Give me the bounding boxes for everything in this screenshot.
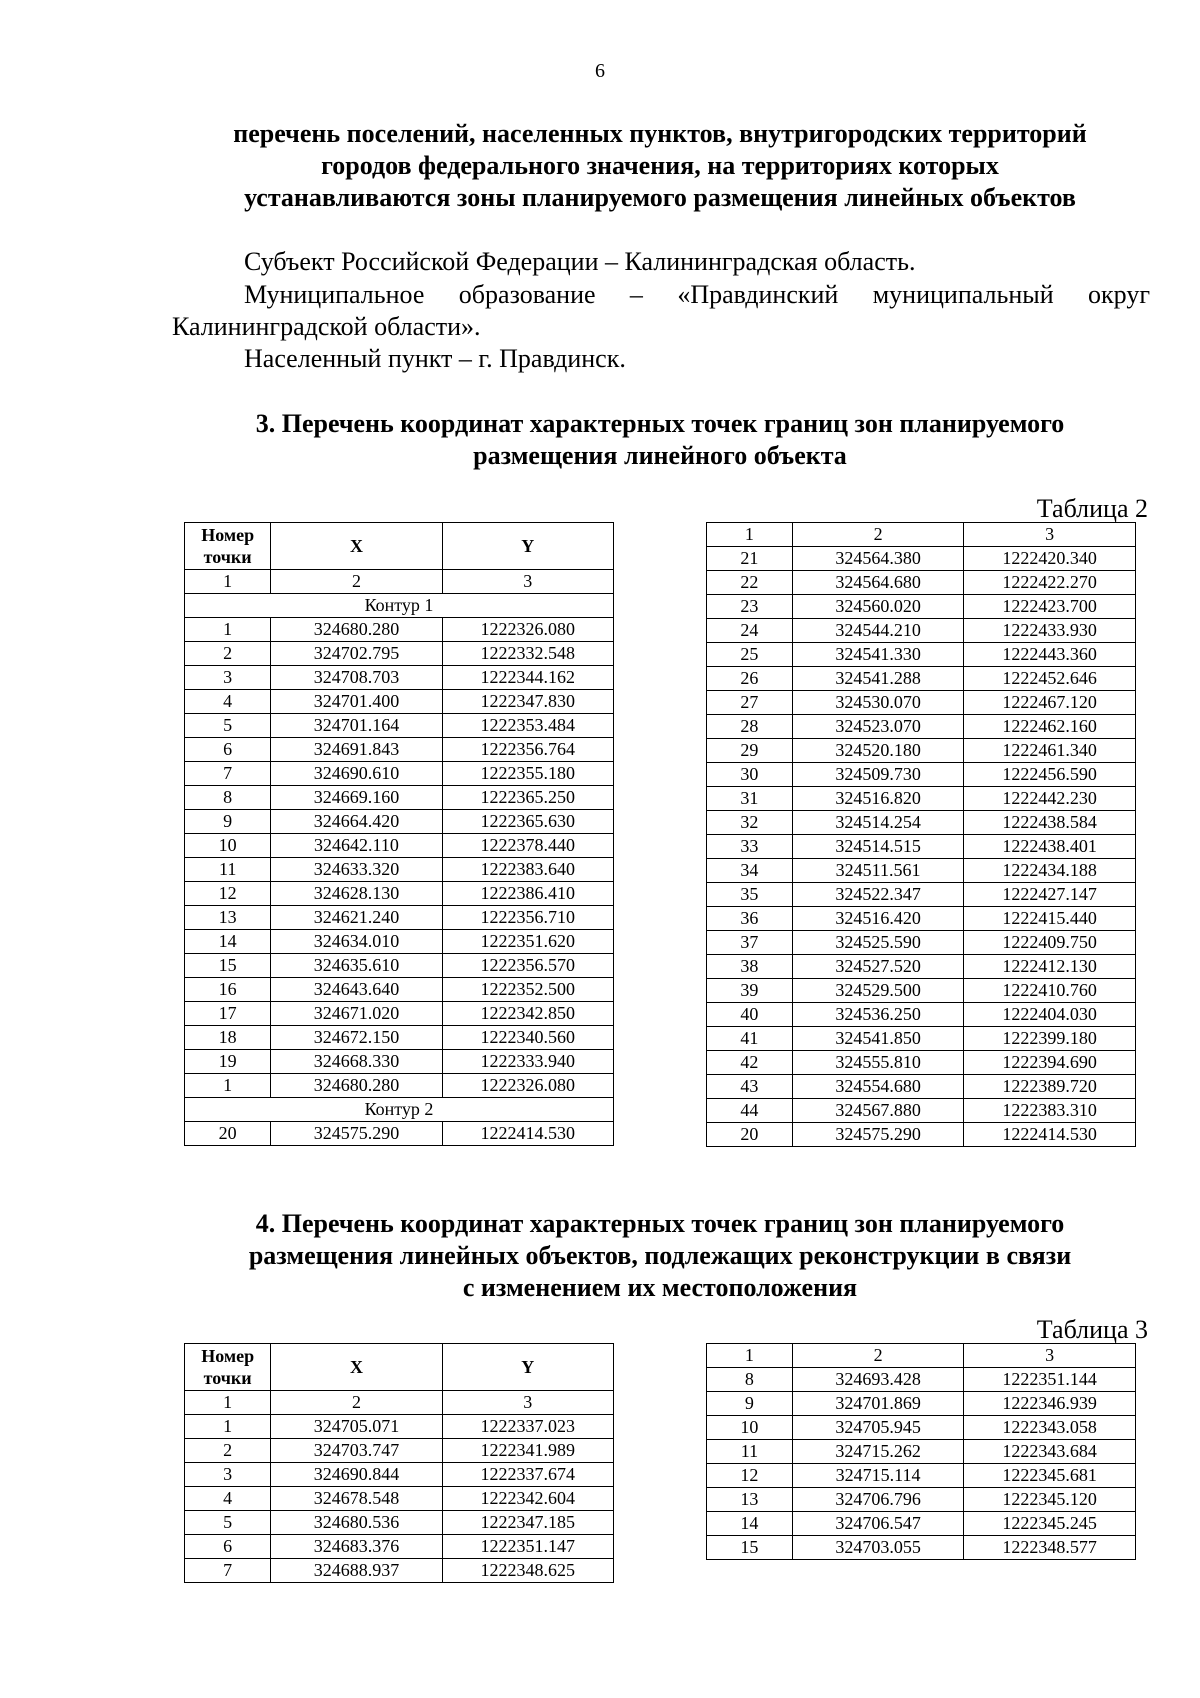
point-number-cell: 40: [707, 1003, 793, 1027]
table-row: [707, 1536, 1136, 1560]
table-row: [707, 835, 1136, 859]
point-number-cell: 39: [707, 979, 793, 1003]
y-coordinate-cell: 1222337.674: [442, 1463, 613, 1487]
y-coordinate-cell: 1222399.180: [964, 1027, 1136, 1051]
y-coordinate-cell: 1222343.058: [964, 1416, 1136, 1440]
table3-caption: Таблица 3: [1036, 1315, 1148, 1344]
point-number-cell: 33: [707, 835, 793, 859]
point-number-cell: 1: [185, 1074, 271, 1098]
header-y: Y: [442, 1344, 613, 1391]
point-number-cell: 25: [707, 643, 793, 667]
point-number-cell: 1: [707, 523, 793, 547]
x-coordinate-cell: 324672.150: [271, 1026, 442, 1050]
x-coordinate-cell: 324541.330: [792, 643, 964, 667]
point-number-cell: 30: [707, 763, 793, 787]
x-coordinate-cell: 324715.262: [792, 1440, 964, 1464]
table-row: [185, 762, 614, 786]
x-coordinate-cell: 324669.160: [271, 786, 442, 810]
x-coordinate-cell: 324564.680: [792, 571, 964, 595]
table-row: [185, 1559, 614, 1583]
table-row: [185, 1487, 614, 1511]
x-coordinate-cell: 2: [792, 1344, 964, 1368]
municipality-paragraph: Муниципальное образование – «Правдинский муниципальный округ Калининградской области».: [172, 280, 1150, 341]
y-coordinate-cell: 1222422.270: [964, 571, 1136, 595]
y-coordinate-cell: 1222409.750: [964, 931, 1136, 955]
x-coordinate-cell: 2: [271, 570, 442, 594]
table-row: [707, 1512, 1136, 1536]
y-coordinate-cell: 1222415.440: [964, 907, 1136, 931]
table-row: [707, 619, 1136, 643]
y-coordinate-cell: 1222461.340: [964, 739, 1136, 763]
table-row: [185, 1463, 614, 1487]
table-row: [185, 1415, 614, 1439]
point-number-cell: 6: [185, 1535, 271, 1559]
heading-line: размещения линейного объекта: [473, 441, 847, 470]
x-coordinate-cell: 324688.937: [271, 1559, 442, 1583]
contour-label-row: [185, 1098, 614, 1122]
table-row: [185, 1050, 614, 1074]
table-row: [185, 1122, 614, 1146]
x-coordinate-cell: 324555.810: [792, 1051, 964, 1075]
point-number-cell: 3: [185, 1463, 271, 1487]
x-coordinate-cell: 324702.795: [271, 642, 442, 666]
x-coordinate-cell: 324527.520: [792, 955, 964, 979]
table-row: [707, 643, 1136, 667]
point-number-cell: 44: [707, 1099, 793, 1123]
x-coordinate-cell: 324575.290: [271, 1122, 442, 1146]
y-coordinate-cell: 1222348.577: [964, 1536, 1136, 1560]
point-number-cell: 15: [707, 1536, 793, 1560]
point-number-cell: 1: [185, 1415, 271, 1439]
x-coordinate-cell: 324690.844: [271, 1463, 442, 1487]
table-row: [707, 1416, 1136, 1440]
y-coordinate-cell: 1222332.548: [442, 642, 613, 666]
table-row: [707, 715, 1136, 739]
y-coordinate-cell: 1222365.630: [442, 810, 613, 834]
y-coordinate-cell: 1222344.162: [442, 666, 613, 690]
table-row: [707, 955, 1136, 979]
y-coordinate-cell: 1222356.764: [442, 738, 613, 762]
table-row: [707, 1003, 1136, 1027]
point-number-cell: 9: [185, 810, 271, 834]
document-heading: [170, 118, 1150, 214]
table-row: [707, 979, 1136, 1003]
y-coordinate-cell: 1222383.310: [964, 1099, 1136, 1123]
y-coordinate-cell: 1222356.570: [442, 954, 613, 978]
point-number-cell: 18: [185, 1026, 271, 1050]
x-coordinate-cell: 324643.640: [271, 978, 442, 1002]
y-coordinate-cell: 1222438.584: [964, 811, 1136, 835]
point-number-cell: 12: [707, 1464, 793, 1488]
table-row: [707, 1464, 1136, 1488]
point-number-cell: 11: [707, 1440, 793, 1464]
heading-line: 4. Перечень координат характерных точек границ зон планируемого: [255, 1209, 1065, 1238]
table-row: [707, 859, 1136, 883]
x-coordinate-cell: 324509.730: [792, 763, 964, 787]
y-coordinate-cell: 3: [964, 523, 1136, 547]
x-coordinate-cell: 324642.110: [271, 834, 442, 858]
y-coordinate-cell: 1222345.681: [964, 1464, 1136, 1488]
x-coordinate-cell: 2: [792, 523, 964, 547]
table-row: [707, 1027, 1136, 1051]
table-row: [707, 763, 1136, 787]
table-row: [707, 1075, 1136, 1099]
y-coordinate-cell: 3: [442, 1391, 613, 1415]
table-row: [185, 1439, 614, 1463]
table-row: [707, 595, 1136, 619]
table-row: [185, 738, 614, 762]
y-coordinate-cell: 1222452.646: [964, 667, 1136, 691]
point-number-cell: 38: [707, 955, 793, 979]
table-row: [185, 930, 614, 954]
x-coordinate-cell: 324567.880: [792, 1099, 964, 1123]
x-coordinate-cell: 324690.610: [271, 762, 442, 786]
table-row: [185, 690, 614, 714]
y-coordinate-cell: 1222438.401: [964, 835, 1136, 859]
x-coordinate-cell: 324633.320: [271, 858, 442, 882]
table-row: [185, 1391, 614, 1415]
x-coordinate-cell: 324678.548: [271, 1487, 442, 1511]
heading-line: устанавливаются зоны планируемого размещения линейных объектов: [244, 183, 1076, 212]
y-coordinate-cell: 1222356.710: [442, 906, 613, 930]
y-coordinate-cell: 1222412.130: [964, 955, 1136, 979]
x-coordinate-cell: 324564.380: [792, 547, 964, 571]
y-coordinate-cell: 1222394.690: [964, 1051, 1136, 1075]
point-number-cell: 1: [707, 1344, 793, 1368]
y-coordinate-cell: 1222340.560: [442, 1026, 613, 1050]
table-row: [707, 1344, 1136, 1368]
y-coordinate-cell: 1222410.760: [964, 979, 1136, 1003]
point-number-cell: 16: [185, 978, 271, 1002]
table-row: [707, 1392, 1136, 1416]
point-number-cell: 34: [707, 859, 793, 883]
y-coordinate-cell: 1222341.989: [442, 1439, 613, 1463]
point-number-cell: 14: [707, 1512, 793, 1536]
y-coordinate-cell: 1222427.147: [964, 883, 1136, 907]
table-row: [707, 547, 1136, 571]
x-coordinate-cell: 324706.796: [792, 1488, 964, 1512]
x-coordinate-cell: 324511.561: [792, 859, 964, 883]
point-number-cell: 31: [707, 787, 793, 811]
point-number-cell: 10: [185, 834, 271, 858]
x-coordinate-cell: 324621.240: [271, 906, 442, 930]
x-coordinate-cell: 324536.250: [792, 1003, 964, 1027]
y-coordinate-cell: 1222351.144: [964, 1368, 1136, 1392]
y-coordinate-cell: 1222389.720: [964, 1075, 1136, 1099]
y-coordinate-cell: 1222343.684: [964, 1440, 1136, 1464]
y-coordinate-cell: 1222342.850: [442, 1002, 613, 1026]
point-number-cell: 43: [707, 1075, 793, 1099]
x-coordinate-cell: 324530.070: [792, 691, 964, 715]
table-row: [185, 810, 614, 834]
point-number-cell: 20: [185, 1122, 271, 1146]
point-number-cell: 7: [185, 762, 271, 786]
table3-right: [706, 1343, 1136, 1560]
y-coordinate-cell: 3: [442, 570, 613, 594]
table-row: [707, 571, 1136, 595]
x-coordinate-cell: 324514.254: [792, 811, 964, 835]
x-coordinate-cell: 324705.945: [792, 1416, 964, 1440]
point-number-cell: 27: [707, 691, 793, 715]
x-coordinate-cell: 324523.070: [792, 715, 964, 739]
y-coordinate-cell: 1222355.180: [442, 762, 613, 786]
table-row: [185, 714, 614, 738]
point-number-cell: 32: [707, 811, 793, 835]
y-coordinate-cell: 1222414.530: [442, 1122, 613, 1146]
y-coordinate-cell: 1222348.625: [442, 1559, 613, 1583]
y-coordinate-cell: 1222467.120: [964, 691, 1136, 715]
x-coordinate-cell: 324706.547: [792, 1512, 964, 1536]
table-row: [185, 1511, 614, 1535]
contour-label-row: [185, 594, 614, 618]
point-number-cell: 1: [185, 1391, 271, 1415]
x-coordinate-cell: 324708.703: [271, 666, 442, 690]
table-row: [707, 1488, 1136, 1512]
heading-line: перечень поселений, населенных пунктов, внутригородских территорий: [233, 119, 1087, 148]
x-coordinate-cell: 324701.164: [271, 714, 442, 738]
y-coordinate-cell: 1222404.030: [964, 1003, 1136, 1027]
table-row: [185, 858, 614, 882]
x-coordinate-cell: 324703.055: [792, 1536, 964, 1560]
table-row: [185, 1535, 614, 1559]
subject-paragraph: Субъект Российской Федерации – Калининградская область.: [244, 247, 916, 276]
y-coordinate-cell: 1222351.147: [442, 1535, 613, 1559]
x-coordinate-cell: 2: [271, 1391, 442, 1415]
table-row: [185, 882, 614, 906]
x-coordinate-cell: 324541.288: [792, 667, 964, 691]
table-row: [707, 883, 1136, 907]
table-row: [185, 954, 614, 978]
point-number-cell: 37: [707, 931, 793, 955]
point-number-cell: 13: [185, 906, 271, 930]
x-coordinate-cell: 324705.071: [271, 1415, 442, 1439]
x-coordinate-cell: 324575.290: [792, 1123, 964, 1147]
point-number-cell: 1: [185, 618, 271, 642]
x-coordinate-cell: 324691.843: [271, 738, 442, 762]
y-coordinate-cell: 1222353.484: [442, 714, 613, 738]
y-coordinate-cell: 1222345.120: [964, 1488, 1136, 1512]
table-row: [707, 931, 1136, 955]
contour-label: Контур 2: [185, 1098, 614, 1122]
table-row: [185, 642, 614, 666]
table3-left: [184, 1343, 614, 1583]
table-row: [185, 786, 614, 810]
y-coordinate-cell: 1222326.080: [442, 1074, 613, 1098]
table2-right: [706, 522, 1136, 1147]
y-coordinate-cell: 1222378.440: [442, 834, 613, 858]
y-coordinate-cell: 1222386.410: [442, 882, 613, 906]
point-number-cell: 35: [707, 883, 793, 907]
x-coordinate-cell: 324529.500: [792, 979, 964, 1003]
y-coordinate-cell: 1222346.939: [964, 1392, 1136, 1416]
point-number-cell: 4: [185, 1487, 271, 1511]
point-number-cell: 3: [185, 666, 271, 690]
point-number-cell: 21: [707, 547, 793, 571]
x-coordinate-cell: 324634.010: [271, 930, 442, 954]
table-row: [185, 834, 614, 858]
y-coordinate-cell: 1222433.930: [964, 619, 1136, 643]
point-number-cell: 36: [707, 907, 793, 931]
x-coordinate-cell: 324680.536: [271, 1511, 442, 1535]
table-row: [707, 811, 1136, 835]
x-coordinate-cell: 324525.590: [792, 931, 964, 955]
table-row: [707, 1440, 1136, 1464]
y-coordinate-cell: 1222351.620: [442, 930, 613, 954]
contour-label: Контур 1: [185, 594, 614, 618]
y-coordinate-cell: 1222434.188: [964, 859, 1136, 883]
x-coordinate-cell: 324514.515: [792, 835, 964, 859]
y-coordinate-cell: 1222423.700: [964, 595, 1136, 619]
table-row: [707, 1368, 1136, 1392]
point-number-cell: 29: [707, 739, 793, 763]
heading-line: городов федерального значения, на территориях которых: [321, 151, 999, 180]
point-number-cell: 1: [185, 570, 271, 594]
table-row: [707, 523, 1136, 547]
settlement-paragraph: Населенный пункт – г. Правдинск.: [244, 344, 626, 373]
point-number-cell: 4: [185, 690, 271, 714]
table-row: [185, 1002, 614, 1026]
y-coordinate-cell: 1222365.250: [442, 786, 613, 810]
point-number-cell: 13: [707, 1488, 793, 1512]
x-coordinate-cell: 324701.869: [792, 1392, 964, 1416]
point-number-cell: 8: [185, 786, 271, 810]
x-coordinate-cell: 324671.020: [271, 1002, 442, 1026]
header-point-number: Номер точки: [185, 1344, 271, 1391]
table-row: [707, 691, 1136, 715]
y-coordinate-cell: 1222456.590: [964, 763, 1136, 787]
x-coordinate-cell: 324668.330: [271, 1050, 442, 1074]
section3-heading: [170, 408, 1150, 472]
point-number-cell: 7: [185, 1559, 271, 1583]
table-row: [707, 907, 1136, 931]
table-row: [185, 1074, 614, 1098]
header-x: X: [271, 1344, 442, 1391]
x-coordinate-cell: 324628.130: [271, 882, 442, 906]
y-coordinate-cell: 1222337.023: [442, 1415, 613, 1439]
x-coordinate-cell: 324560.020: [792, 595, 964, 619]
point-number-cell: 5: [185, 714, 271, 738]
x-coordinate-cell: 324554.680: [792, 1075, 964, 1099]
x-coordinate-cell: 324664.420: [271, 810, 442, 834]
section4-heading: [170, 1208, 1150, 1304]
y-coordinate-cell: 1222462.160: [964, 715, 1136, 739]
point-number-cell: 24: [707, 619, 793, 643]
x-coordinate-cell: 324701.400: [271, 690, 442, 714]
point-number-cell: 12: [185, 882, 271, 906]
header-point-number: Номер точки: [185, 523, 271, 570]
point-number-cell: 20: [707, 1123, 793, 1147]
table-row: [185, 666, 614, 690]
table-row: [707, 787, 1136, 811]
x-coordinate-cell: 324680.280: [271, 1074, 442, 1098]
table-row: [707, 667, 1136, 691]
x-coordinate-cell: 324541.850: [792, 1027, 964, 1051]
x-coordinate-cell: 324516.820: [792, 787, 964, 811]
point-number-cell: 26: [707, 667, 793, 691]
x-coordinate-cell: 324683.376: [271, 1535, 442, 1559]
point-number-cell: 41: [707, 1027, 793, 1051]
point-number-cell: 19: [185, 1050, 271, 1074]
point-number-cell: 11: [185, 858, 271, 882]
point-number-cell: 17: [185, 1002, 271, 1026]
table-row: [707, 739, 1136, 763]
point-number-cell: 14: [185, 930, 271, 954]
y-coordinate-cell: 1222352.500: [442, 978, 613, 1002]
y-coordinate-cell: 1222333.940: [442, 1050, 613, 1074]
y-coordinate-cell: 1222443.360: [964, 643, 1136, 667]
header-x: X: [271, 523, 442, 570]
point-number-cell: 2: [185, 642, 271, 666]
y-coordinate-cell: 1222345.245: [964, 1512, 1136, 1536]
x-coordinate-cell: 324680.280: [271, 618, 442, 642]
point-number-cell: 6: [185, 738, 271, 762]
heading-line: 3. Перечень координат характерных точек границ зон планируемого: [255, 409, 1065, 438]
point-number-cell: 22: [707, 571, 793, 595]
y-coordinate-cell: 1222442.230: [964, 787, 1136, 811]
y-coordinate-cell: 1222347.185: [442, 1511, 613, 1535]
table-row: [185, 1026, 614, 1050]
x-coordinate-cell: 324516.420: [792, 907, 964, 931]
y-coordinate-cell: 1222420.340: [964, 547, 1136, 571]
page-number: 6: [595, 60, 605, 82]
table-row: [707, 1099, 1136, 1123]
point-number-cell: 8: [707, 1368, 793, 1392]
x-coordinate-cell: 324715.114: [792, 1464, 964, 1488]
y-coordinate-cell: 3: [964, 1344, 1136, 1368]
x-coordinate-cell: 324544.210: [792, 619, 964, 643]
y-coordinate-cell: 1222347.830: [442, 690, 613, 714]
x-coordinate-cell: 324522.347: [792, 883, 964, 907]
point-number-cell: 28: [707, 715, 793, 739]
x-coordinate-cell: 324703.747: [271, 1439, 442, 1463]
table-row: [707, 1051, 1136, 1075]
point-number-cell: 5: [185, 1511, 271, 1535]
y-coordinate-cell: 1222383.640: [442, 858, 613, 882]
heading-line: с изменением их местоположения: [462, 1273, 858, 1302]
point-number-cell: 2: [185, 1439, 271, 1463]
x-coordinate-cell: 324635.610: [271, 954, 442, 978]
table2-left: [184, 522, 614, 1146]
table2-caption: Таблица 2: [1036, 494, 1148, 523]
y-coordinate-cell: 1222414.530: [964, 1123, 1136, 1147]
point-number-cell: 9: [707, 1392, 793, 1416]
table-row: [185, 978, 614, 1002]
table-row: [185, 618, 614, 642]
point-number-cell: 15: [185, 954, 271, 978]
point-number-cell: 23: [707, 595, 793, 619]
heading-line: размещения линейных объектов, подлежащих реконструкции в связи: [248, 1241, 1072, 1270]
point-number-cell: 42: [707, 1051, 793, 1075]
table-row: [707, 1123, 1136, 1147]
x-coordinate-cell: 324520.180: [792, 739, 964, 763]
header-y: Y: [442, 523, 613, 570]
table-row: [185, 906, 614, 930]
x-coordinate-cell: 324693.428: [792, 1368, 964, 1392]
table-row: [185, 570, 614, 594]
y-coordinate-cell: 1222326.080: [442, 618, 613, 642]
y-coordinate-cell: 1222342.604: [442, 1487, 613, 1511]
point-number-cell: 10: [707, 1416, 793, 1440]
